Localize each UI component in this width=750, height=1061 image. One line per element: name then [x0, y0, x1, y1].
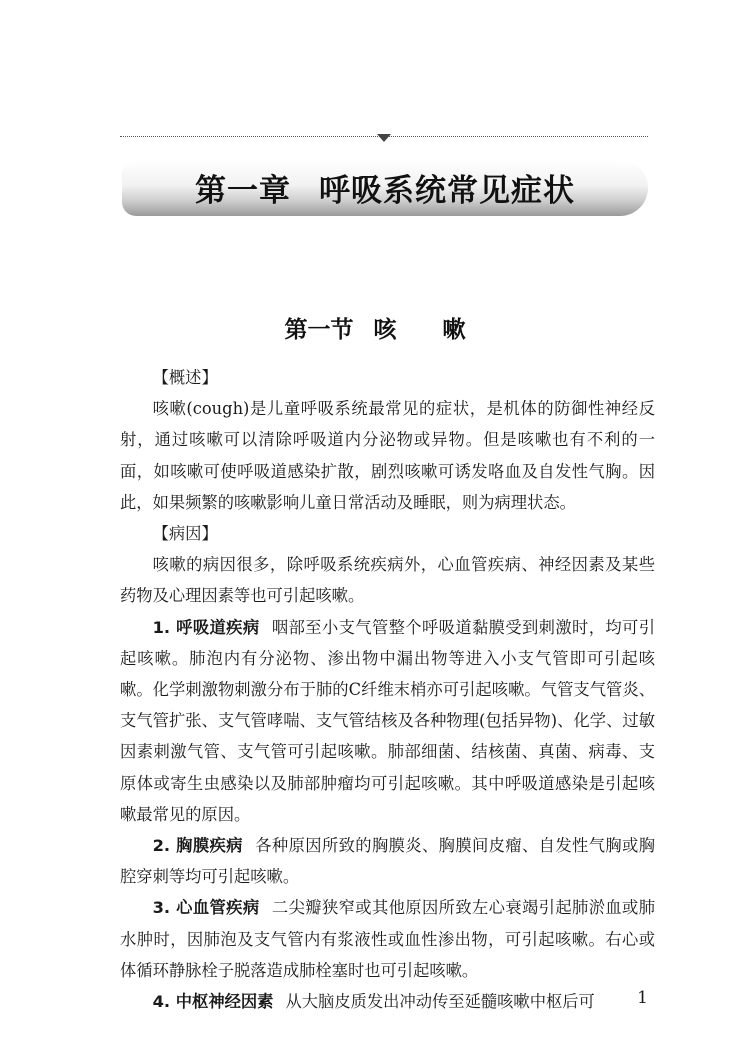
etiology-item — [120, 986, 655, 1017]
chapter-number: 第一章 — [195, 173, 291, 209]
etiology-item-label: 4. 中枢神经因素 — [152, 992, 274, 1012]
chapter-title — [122, 165, 648, 210]
body-text — [120, 362, 655, 1017]
etiology-item — [120, 892, 655, 986]
etiology-item-label: 1. 呼吸道疾病 — [152, 617, 260, 637]
overview-heading: 【概述】 — [152, 368, 218, 387]
etiology-item-text: 二尖瓣狭窄或其他原因所致左心衰竭引起肺淤血或肺水肿时，因肺泡及支气管内有浆液性或血性渗出物，可引起咳嗽。右心或体循环静脉栓子脱落造成肺栓塞时也可引起咳嗽。 — [120, 898, 655, 980]
section-name-part1: 咳 — [373, 316, 397, 343]
chapter-divider-marker-icon — [377, 134, 391, 142]
etiology-heading: 【病因】 — [152, 524, 218, 544]
etiology-item — [120, 612, 655, 830]
etiology-item-text: 从大脑皮质发出冲动传至延髓咳嗽中枢后可 — [285, 992, 595, 1012]
etiology-item-text: 各种原因所致的胸膜炎、胸膜间皮瘤、自发性气胸或胸腔穿刺等均可引起咳嗽。 — [120, 836, 655, 887]
section-name-part2: 嗽 — [442, 316, 466, 343]
section-title — [0, 311, 750, 344]
etiology-item-label: 3. 心血管疾病 — [152, 898, 260, 918]
etiology-intro-paragraph: 咳嗽的病因很多，除呼吸系统疾病外，心血管疾病、神经因素及某些药物及心理因素等也可引起咳嗽。 — [120, 555, 655, 606]
chapter-name: 呼吸系统常见症状 — [319, 173, 575, 209]
section-number: 第一节 — [284, 316, 354, 343]
page-number: 1 — [637, 988, 648, 1008]
etiology-item-label: 2. 胸膜疾病 — [152, 836, 243, 856]
overview-paragraph: 咳嗽(cough)是儿童呼吸系统最常见的症状，是机体的防御性神经反射，通过咳嗽可以清除呼吸道内分泌物或异物。但是咳嗽也有不利的一面，如咳嗽可使呼吸道感染扩散，剧烈咳嗽可诱发咯血及自发性气胸。因此，如果频繁的咳嗽影响儿童日常活动及睡眠，则为病理状态。 — [120, 399, 655, 512]
etiology-item-text: 咽部至小支气管整个呼吸道黏膜受到刺激时，均可引起咳嗽。肺泡内有分泌物、渗出物中漏出物等进入小支气管即可引起咳嗽。化学刺激物刺激分布于肺的C纤维末梢亦可引起咳嗽。气管支气管炎、支气管扩张、支气管哮喘、支气管结核及各种物理(包括异物)、化学、过敏因素刺激气管、支气管可引起咳嗽。肺部细菌、结核菌、真菌、病毒、支原体或寄生虫感染以及肺部肿瘤均可引起咳嗽。其中呼吸道感染是引起咳嗽最常见的原因。 — [120, 617, 655, 824]
etiology-item — [120, 830, 655, 892]
